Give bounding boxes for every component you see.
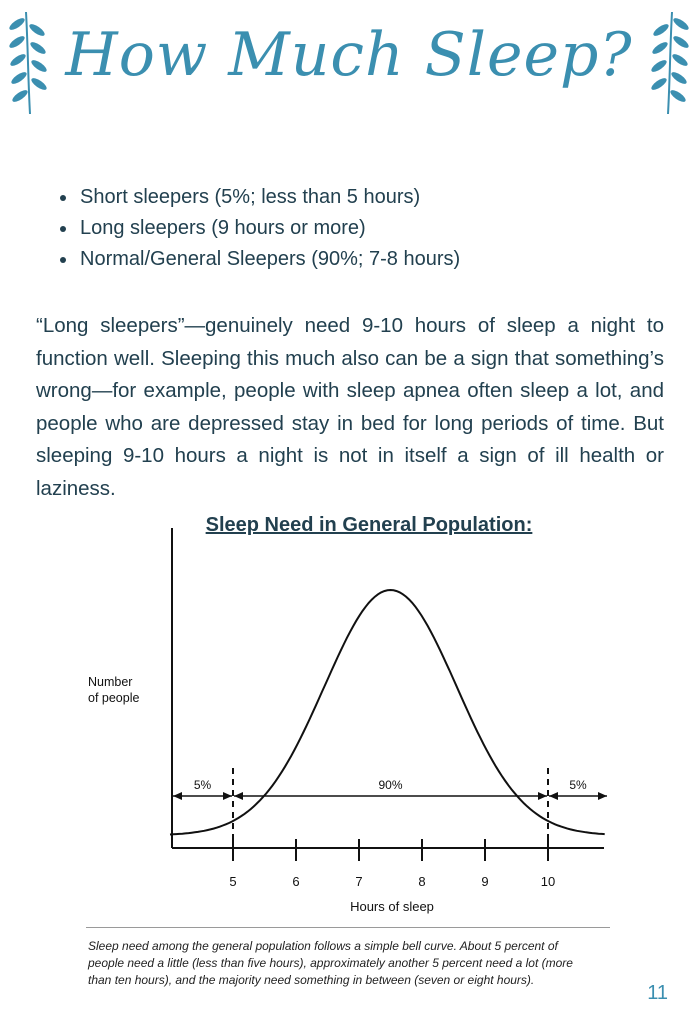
bullet-item-normal-sleepers: • Normal/General Sleepers (90%; 7-8 hours) xyxy=(78,244,460,275)
region-label-2: 5% xyxy=(569,778,587,792)
chart-caption: Sleep need among the general population follows a simple bell curve. About 5 percent of people need a little (less than five hours), approximately another 5 percent need a lot (more than ten hours), and the majority need something in between (seven or eight hours). xyxy=(88,939,573,987)
bullet-item-short-sleepers: • Short sleepers (5%; less than 5 hours) xyxy=(78,182,460,213)
page-title: How Much Sleep? xyxy=(65,20,633,90)
x-tick-label-10: 10 xyxy=(540,874,556,889)
x-tick-label-9: 9 xyxy=(481,874,489,889)
y-axis-label-line-1: Number xyxy=(88,675,133,689)
x-tick-label-6: 6 xyxy=(292,874,300,889)
body-paragraph: “Long sleepers”—genuinely need 9-10 hours of sleep a night to function well. Sleeping this much also can be a sign that something’s wrong—for example, people with sleep apnea often sleep a lot, and people who are depressed stay in bed for long periods of time. But sleeping 9-10 hours a night is not in itself a sign of ill health or laziness. xyxy=(36,314,664,500)
x-tick-label-8: 8 xyxy=(418,874,426,889)
chart-title: Sleep Need in General Population: xyxy=(205,514,533,536)
bell-curve-line xyxy=(170,590,605,835)
x-axis-label: Hours of sleep xyxy=(350,899,434,914)
x-tick-label-7: 7 xyxy=(355,874,363,889)
bell-curve-chart xyxy=(0,520,698,920)
caption-divider xyxy=(86,927,610,928)
bullet-list xyxy=(38,182,460,275)
x-tick-label-5: 5 xyxy=(229,874,237,889)
region-label-1: 90% xyxy=(378,778,403,792)
page-number: 11 xyxy=(647,982,668,1004)
y-axis-label-line-2: of people xyxy=(88,691,140,705)
region-label-0: 5% xyxy=(193,778,212,792)
bullet-item-long-sleepers: • Long sleepers (9 hours or more) xyxy=(78,213,460,244)
